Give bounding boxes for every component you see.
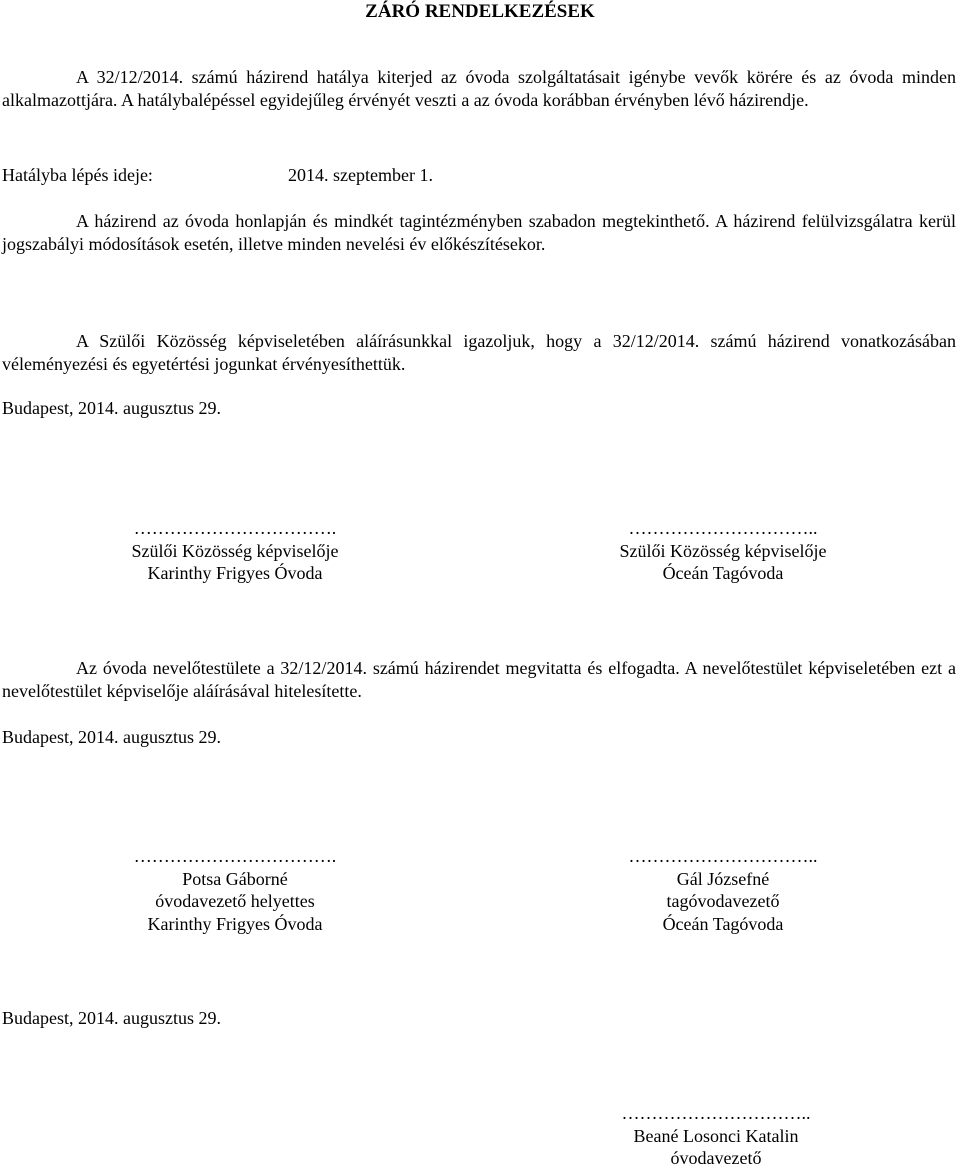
signature-parent-karinthy xyxy=(105,517,365,585)
paragraph-staff-approval xyxy=(2,657,956,702)
effective-date-value: 2014. szeptember 1. xyxy=(288,165,433,185)
place-date-1: Budapest, 2014. augusztus 29. xyxy=(2,398,221,418)
signature-line: ……………………………. xyxy=(133,846,337,866)
signatory-role: tagóvodavezető xyxy=(666,891,780,911)
signature-parent-oceán xyxy=(593,517,853,585)
signature-staff-karinthy xyxy=(105,845,365,935)
paragraph-parent-community-text: A Szülői Közösség képviseletében aláírásunkkal igazoljuk, hogy a 32/12/2014. számú házirend vonatkozásában véleményezési és egyetértési jogunkat érvényesíthettük. xyxy=(2,331,956,374)
paragraph-scope xyxy=(2,66,956,111)
signature-line: ………………………….. xyxy=(628,846,818,866)
signatory-org: Karinthy Frigyes Óvoda xyxy=(147,563,323,583)
signatory-name: Beané Losonci Katalin xyxy=(633,1125,799,1146)
signatory-role: Szülői Közösség képviselője xyxy=(131,540,339,561)
place-date-2: Budapest, 2014. augusztus 29. xyxy=(2,727,221,747)
paragraph-parent-community xyxy=(2,330,956,375)
paragraph-scope-text: A 32/12/2014. számú házirend hatálya kiterjed az óvoda szolgáltatásait igénybe vevők körére és az óvoda minden alkalmazottjára. A hatálybalépéssel egyidejűleg érvényét veszti a az óvoda korábban érvényben lévő házirendje. xyxy=(2,67,956,110)
paragraph-availability xyxy=(2,210,956,255)
signature-staff-oceán xyxy=(593,845,853,935)
signatory-role: Szülői Közösség képviselője xyxy=(619,540,827,561)
signature-line: ……………………………. xyxy=(133,518,337,538)
effective-date-label: Hatályba lépés ideje: xyxy=(2,165,153,185)
paragraph-availability-text: A házirend az óvoda honlapján és mindkét tagintézményben szabadon megtekinthető. A házirend felülvizsgálatra kerül jogszabályi módosítások esetén, illetve minden nevelési év előkészítésekor. xyxy=(2,211,956,254)
signatory-name: Gál Józsefné xyxy=(676,868,770,889)
signature-line: ………………………….. xyxy=(628,518,818,538)
signatory-role: óvodavezető helyettes xyxy=(155,891,315,911)
place-date-3: Budapest, 2014. augusztus 29. xyxy=(2,1008,221,1028)
signatory-org: Óceán Tagóvoda xyxy=(662,563,784,583)
document-heading: ZÁRÓ RENDELKEZÉSEK xyxy=(365,1,595,22)
paragraph-staff-approval-text: Az óvoda nevelőtestülete a 32/12/2014. számú házirendet megvitatta és elfogadta. A nevelőtestület képviseletében ezt a nevelőtestület képviselője aláírásával hitelesítette. xyxy=(2,658,956,701)
signatory-org: Óceán Tagóvoda xyxy=(662,913,784,934)
signatory-name: Potsa Gáborné xyxy=(182,868,288,889)
signatory-role: óvodavezető xyxy=(670,1148,762,1168)
signature-director xyxy=(596,1102,836,1170)
signatory-org: Karinthy Frigyes Óvoda xyxy=(147,913,323,934)
signature-line: ………………………….. xyxy=(621,1103,811,1123)
